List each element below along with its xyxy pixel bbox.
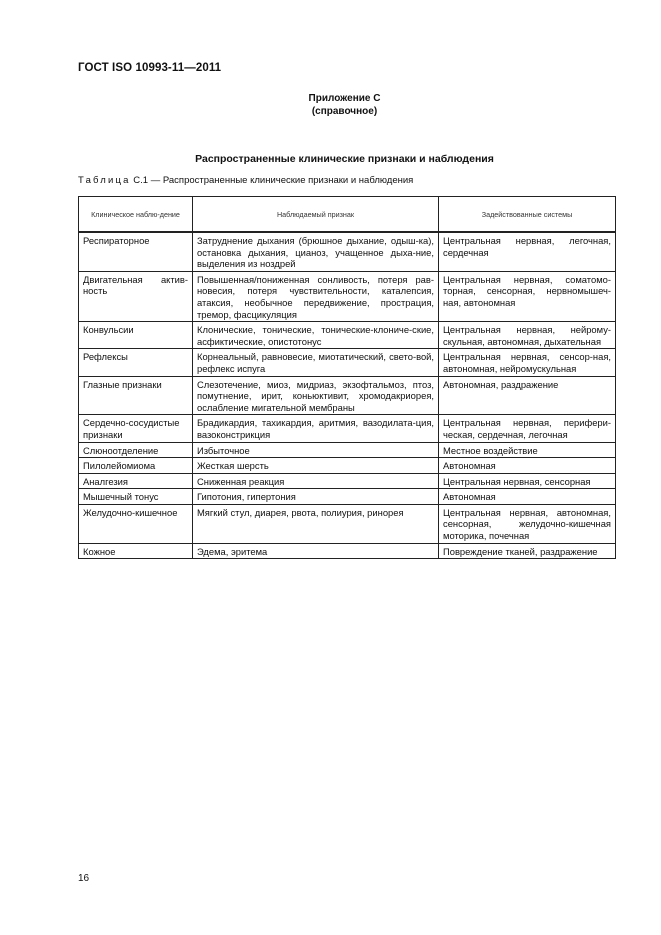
section-title: Распространенные клинические признаки и наблюдения [195,153,494,165]
cell-systems: Автономная [439,489,616,505]
cell-sign: Эдема, эритема [193,543,439,559]
cell-systems: Центральная нервная, сенсорная [439,473,616,489]
cell-observation: Желудочно-кишечное [79,504,193,543]
cell-systems: Повреждение тканей, раздражение [439,543,616,559]
cell-observation: Сердечно-сосудистые признаки [79,415,193,442]
cell-sign: Гипотония, гипертония [193,489,439,505]
table-row [79,504,616,543]
header-sign: Наблюдаемый признак [193,197,439,233]
clinical-signs-table [78,196,616,559]
cell-sign: Избыточное [193,442,439,458]
table-row [79,322,616,349]
table-row [79,376,616,415]
cell-sign: Жесткая шерсть [193,458,439,474]
cell-systems: Автономная [439,458,616,474]
table-row [79,415,616,442]
table-caption [78,175,413,186]
table-row [79,473,616,489]
table-caption-text: — Распространенные клинические признаки и наблюдения [150,175,414,186]
cell-observation: Мышечный тонус [79,489,193,505]
table-caption-label: Таблица [78,175,131,186]
cell-sign: Повышенная/пониженная сонливость, потеря рав-новесия, потеря чувствительности, каталепсия, атаксия, необычное передвижение, прострация, тремор, фасцикуляция [193,271,439,321]
cell-systems: Местное воздействие [439,442,616,458]
header-systems: Задействованные системы [439,197,616,233]
table-caption-number: С.1 [133,175,149,186]
cell-observation: Рефлексы [79,349,193,376]
cell-observation: Двигательная актив-ность [79,271,193,321]
cell-sign: Мягкий стул, диарея, рвота, полиурия, ринорея [193,504,439,543]
table-row [79,489,616,505]
cell-systems: Центральная нервная, перифери-ческая, сердечная, легочная [439,415,616,442]
cell-systems: Центральная нервная, соматомо-торная, сенсорная, нервномышеч-ная, автономная [439,271,616,321]
cell-systems: Центральная нервная, легочная, сердечная [439,232,616,271]
cell-sign: Затруднение дыхания (брюшное дыхание, одыш-ка), остановка дыхания, цианоз, учащенное дыха-ние, выделения из ноздрей [193,232,439,271]
cell-sign: Корнеальный, равновесие, миотатический, свето-вой, рефлекс испуга [193,349,439,376]
table-row [79,442,616,458]
table-row [79,271,616,321]
cell-observation: Глазные признаки [79,376,193,415]
cell-observation: Слюноотделение [79,442,193,458]
cell-systems: Центральная нервная, сенсор-ная, автономная, нейромускульная [439,349,616,376]
annex-heading [0,92,661,118]
cell-observation: Аналгезия [79,473,193,489]
cell-systems: Автономная, раздражение [439,376,616,415]
cell-sign: Клонические, тонические, тонические-клониче-ские, асфиктические, опистотонус [193,322,439,349]
table-row [79,232,616,271]
table-row [79,543,616,559]
cell-systems: Центральная нервная, нейрому-скульная, автономная, дыхательная [439,322,616,349]
cell-observation: Респираторное [79,232,193,271]
cell-sign: Слезотечение, миоз, мидриаз, экзофтальмоз, птоз, помутнение, ирит, коньюктивит, хромодакриорея, ослабление мигательной мембраны [193,376,439,415]
table-header-row [79,197,616,233]
table-row [79,349,616,376]
table-row [79,458,616,474]
header-observation: Клиническое наблю-дение [79,197,193,233]
cell-sign: Сниженная реакция [193,473,439,489]
cell-observation: Кожное [79,543,193,559]
cell-observation: Пилолейомиома [79,458,193,474]
cell-observation: Конвульсии [79,322,193,349]
annex-title: Приложение С [308,93,381,104]
cell-sign: Брадикардия, тахикардия, аритмия, вазодилата-ция, вазоконстрикция [193,415,439,442]
annex-kind: (справочное) [311,106,378,117]
cell-systems: Центральная нервная, автономная, сенсорная, желудочно-кишечная моторика, почечная [439,504,616,543]
document-code: ГОСТ ISO 10993-11—2011 [78,62,222,74]
page-number: 16 [78,873,90,884]
